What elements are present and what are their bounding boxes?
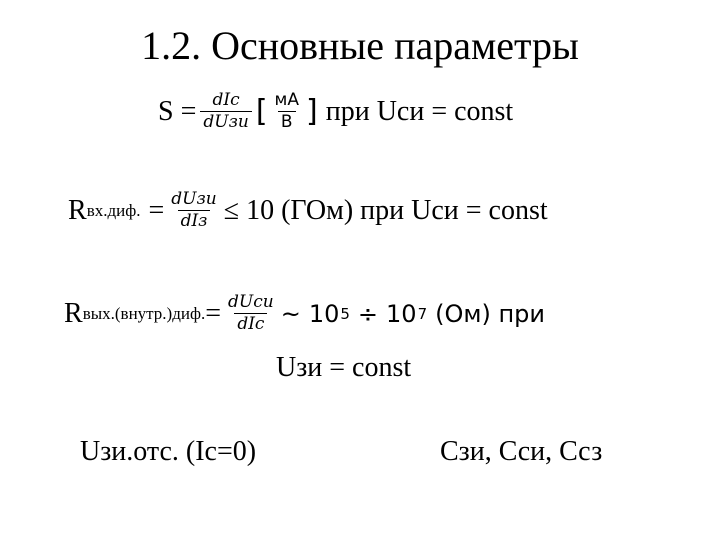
rout-condition: Uзи = const xyxy=(276,352,412,383)
rout-subscript: вых.(внутр.)диф. xyxy=(82,303,206,323)
rin-condition: ≤ 10 (ГОм) при Uси = const xyxy=(223,194,548,226)
rout-base-2: 10 xyxy=(386,299,417,328)
unit-close-bracket: ] xyxy=(306,93,318,129)
output-resistance-formula xyxy=(64,292,545,335)
s-numerator: dIc xyxy=(212,90,240,110)
rout-unit: (Ом) при xyxy=(435,299,545,328)
rout-exponent-2: 7 xyxy=(417,304,428,323)
rin-denominator: dIз xyxy=(178,210,211,232)
cutoff-voltage-param xyxy=(80,436,256,468)
s-fraction xyxy=(200,90,251,133)
rin-equals: = xyxy=(148,194,165,226)
rout-fraction xyxy=(225,292,277,335)
rout-numerator: dUси xyxy=(228,292,274,312)
rout-symbol: R xyxy=(64,297,83,329)
s-lhs: S = xyxy=(158,95,197,127)
output-resistance-condition xyxy=(276,352,411,384)
rout-base-1: 10 xyxy=(308,299,340,328)
rin-symbol: R xyxy=(68,194,87,226)
s-denominator: dUзи xyxy=(200,111,251,133)
s-unit-denominator: В xyxy=(278,111,296,133)
rin-subscript: вх.диф. xyxy=(86,200,141,220)
transconductance-formula xyxy=(158,90,513,133)
s-unit-numerator: мА xyxy=(274,90,299,110)
rout-exponent-1: 5 xyxy=(340,304,350,323)
rout-denominator: dIc xyxy=(234,313,267,335)
s-unit-fraction xyxy=(272,90,302,133)
capacitances-text: Сзи, Сси, Ссз xyxy=(440,436,603,467)
s-condition: при Uси = const xyxy=(325,95,514,127)
rin-numerator: dUзи xyxy=(171,189,217,209)
slide-title: 1.2. Основные параметры xyxy=(141,23,579,68)
unit-open-bracket: [ xyxy=(255,93,268,129)
rout-tilde: ~ xyxy=(280,299,301,328)
rout-equals: = xyxy=(205,297,222,329)
cutoff-voltage-text: Uзи.отс. (Ic=0) xyxy=(80,436,257,467)
capacitances-param xyxy=(440,436,602,468)
input-resistance-formula xyxy=(68,189,548,232)
rout-divide-sign: ÷ xyxy=(357,299,379,328)
rin-fraction xyxy=(168,189,219,232)
